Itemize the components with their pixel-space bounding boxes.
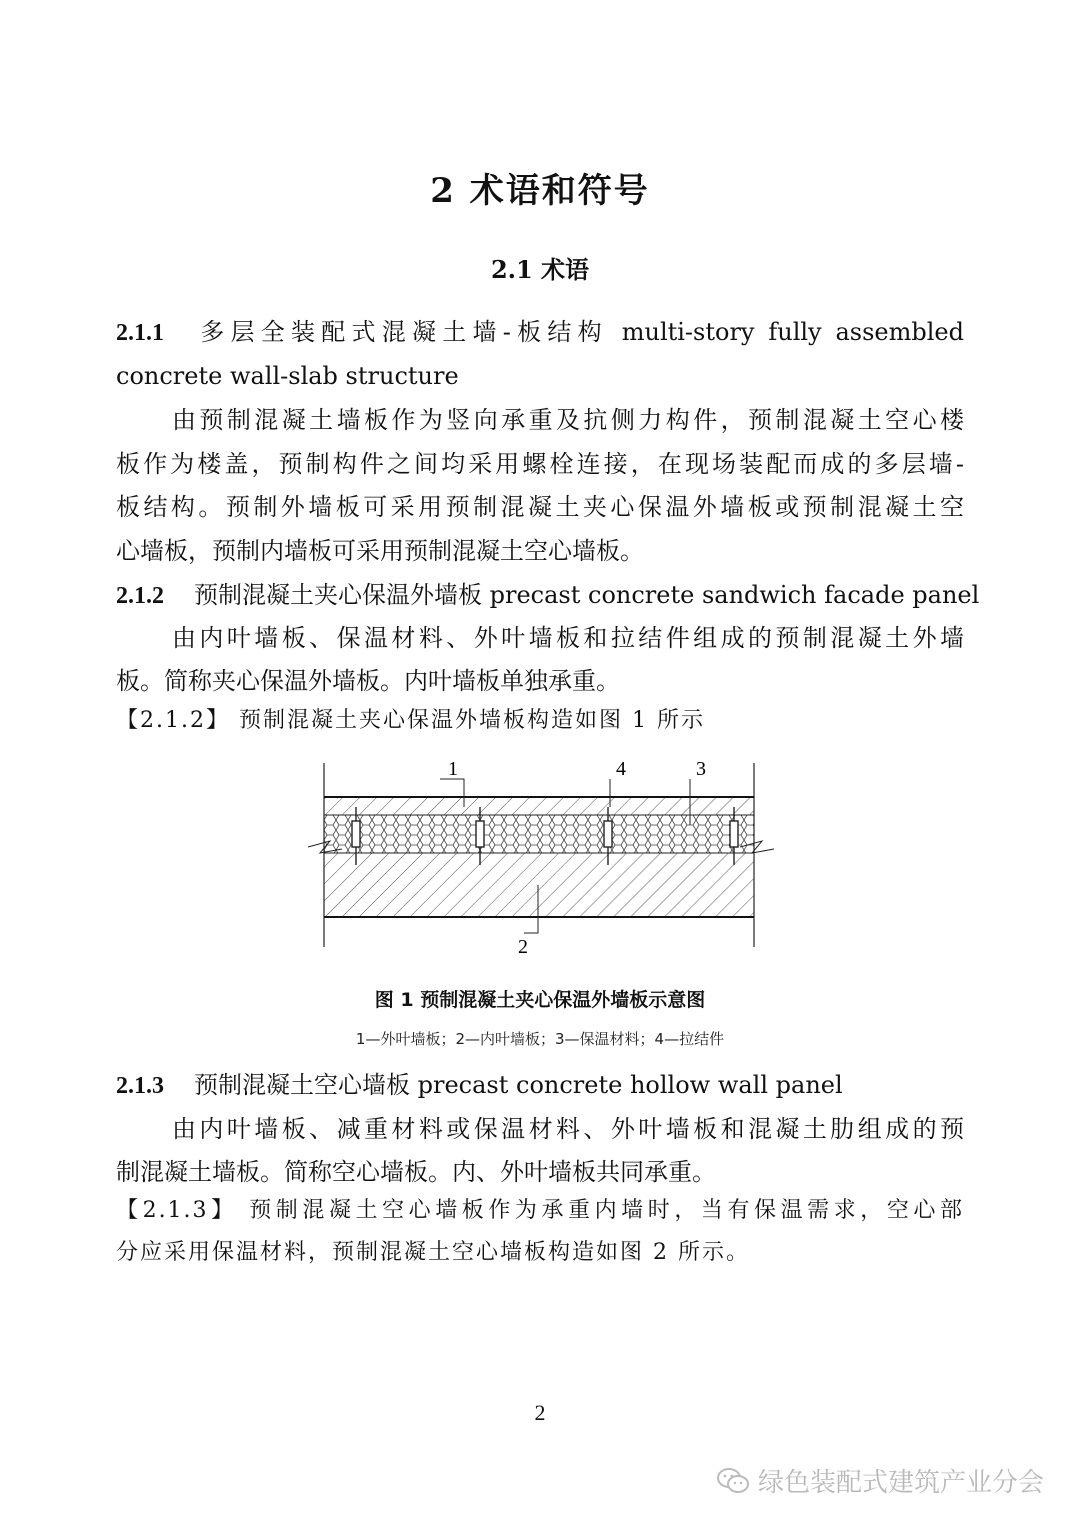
section-title: 2.1 术语 xyxy=(490,255,590,284)
term-body-line: 板作为楼盖，预制构件之间均采用螺栓连接，在现场装配而成的多层墙- xyxy=(116,450,964,478)
sandwich-panel-diagram xyxy=(300,755,780,960)
term-heading-text: 预制混凝土夹心保温外墙板 precast concrete sandwich facade panel xyxy=(194,581,980,609)
label-insulation: 3 xyxy=(696,758,706,780)
term-heading xyxy=(116,317,964,348)
term-body-line: 由预制混凝土墙板作为竖向承重及抗侧力构件，预制混凝土空心楼 xyxy=(172,406,964,434)
term-note: 【2.1.3】 预制混凝土空心墙板作为承重内墙时，当有保温需求，空心部 xyxy=(116,1198,964,1223)
page-number: 2 xyxy=(534,1400,546,1425)
term-note-continued: 分应采用保温材料，预制混凝土空心墙板构造如图 2 所示。 xyxy=(116,1240,750,1265)
term-heading-text: 预制混凝土空心墙板 precast concrete hollow wall panel xyxy=(194,1071,843,1099)
term-number: 2.1.1 xyxy=(116,320,164,346)
term-body-line: 板。简称夹心保温外墙板。内叶墙板单独承重。 xyxy=(116,667,620,695)
chapter-title: 2 术语和符号 xyxy=(430,171,650,211)
label-tie: 4 xyxy=(616,758,626,780)
term-number: 2.1.3 xyxy=(116,1073,164,1099)
label-inner-leaf: 2 xyxy=(518,936,528,958)
term-number: 2.1.2 xyxy=(116,583,164,609)
term-body-line: 制混凝土墙板。简称空心墙板。内、外叶墙板共同承重。 xyxy=(116,1158,716,1186)
term-note: 【2.1.2】 预制混凝土夹心保温外墙板构造如图 1 所示 xyxy=(116,708,705,733)
label-outer-leaf: 1 xyxy=(448,758,458,780)
wechat-icon xyxy=(716,1467,750,1495)
term-heading xyxy=(116,1070,964,1101)
figure-legend: 1—外叶墙板；2—内叶墙板；3—保温材料；4—拉结件 xyxy=(355,1030,725,1048)
figure-caption: 图 1 预制混凝土夹心保温外墙板示意图 xyxy=(374,989,706,1011)
term-heading-text: 多层全装配式混凝土墙-板结构 multi-story fully assembled xyxy=(194,318,964,346)
term-body-line: 由内叶墙板、减重材料或保温材料、外叶墙板和混凝土肋组成的预 xyxy=(172,1115,964,1143)
term-body-line: 由内叶墙板、保温材料、外叶墙板和拉结件组成的预制混凝土外墙 xyxy=(172,624,964,652)
watermark xyxy=(716,1462,1044,1499)
term-body-line: 心墙板，预制内墙板可采用预制混凝土空心墙板。 xyxy=(116,537,644,565)
term-heading-continued: concrete wall-slab structure xyxy=(116,362,459,390)
watermark-text: 绿色装配式建筑产业分会 xyxy=(757,1468,1044,1498)
term-body-line: 板结构。预制外墙板可采用预制混凝土夹心保温外墙板或预制混凝土空 xyxy=(116,493,964,521)
term-heading xyxy=(116,580,980,611)
inner-leaf-layer xyxy=(324,853,754,917)
